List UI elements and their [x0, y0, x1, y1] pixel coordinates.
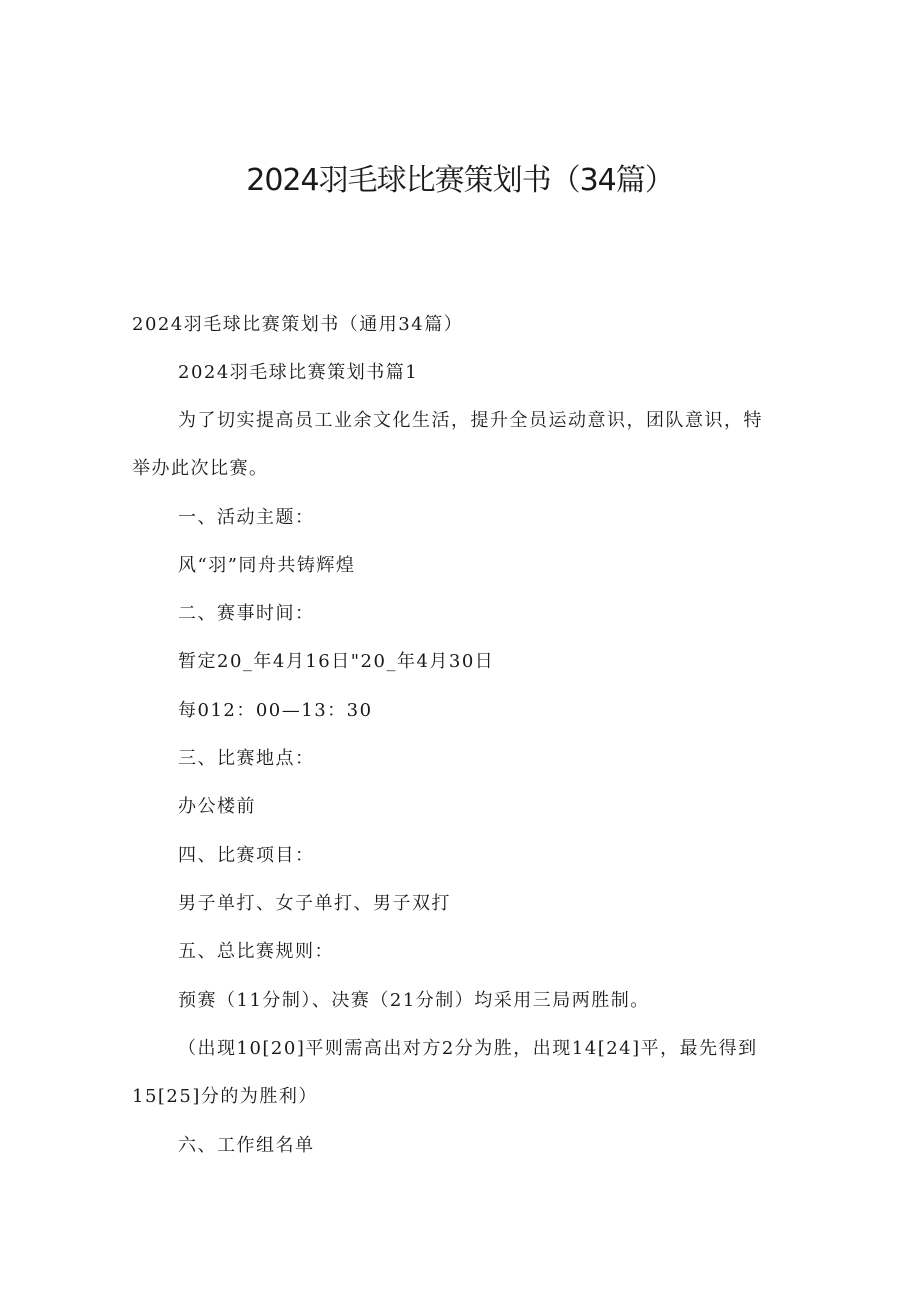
heading-time: 二、赛事时间：	[178, 603, 315, 624]
intro-paragraph-line: 为了切实提高员工业余文化生活，提升全员运动意识，团队意识，特	[178, 410, 763, 431]
rules-text: 预赛（11分制）、决赛（21分制）均采用三局两胜制。	[178, 990, 650, 1011]
subtitle-line: 2024羽毛球比赛策划书（通用34篇）	[132, 314, 464, 335]
heading-staff: 六、工作组名单	[178, 1135, 315, 1156]
theme-text: 风“羽”同舟共铸辉煌	[178, 555, 356, 576]
location-text: 办公楼前	[178, 796, 256, 817]
heading-location: 三、比赛地点：	[178, 748, 315, 769]
heading-theme: 一、活动主题：	[178, 507, 315, 528]
events-text: 男子单打、女子单打、男子双打	[178, 893, 451, 914]
intro-paragraph-line: 举办此次比赛。	[132, 458, 269, 479]
document-title: 2024羽毛球比赛策划书（34篇）	[246, 163, 674, 198]
heading-rules: 五、总比赛规则：	[178, 941, 334, 962]
rules-text: （出现10[20]平则需高出对方2分为胜，出现14[24]平，最先得到	[178, 1038, 758, 1059]
heading-events: 四、比赛项目：	[178, 845, 315, 866]
time-text: 每012：00—13：30	[178, 700, 373, 721]
section-heading-1: 2024羽毛球比赛策划书篇1	[178, 362, 419, 383]
time-text: 暂定20_年4月16日"20_年4月30日	[178, 651, 495, 672]
rules-text: 15[25]分的为胜利）	[132, 1086, 318, 1107]
